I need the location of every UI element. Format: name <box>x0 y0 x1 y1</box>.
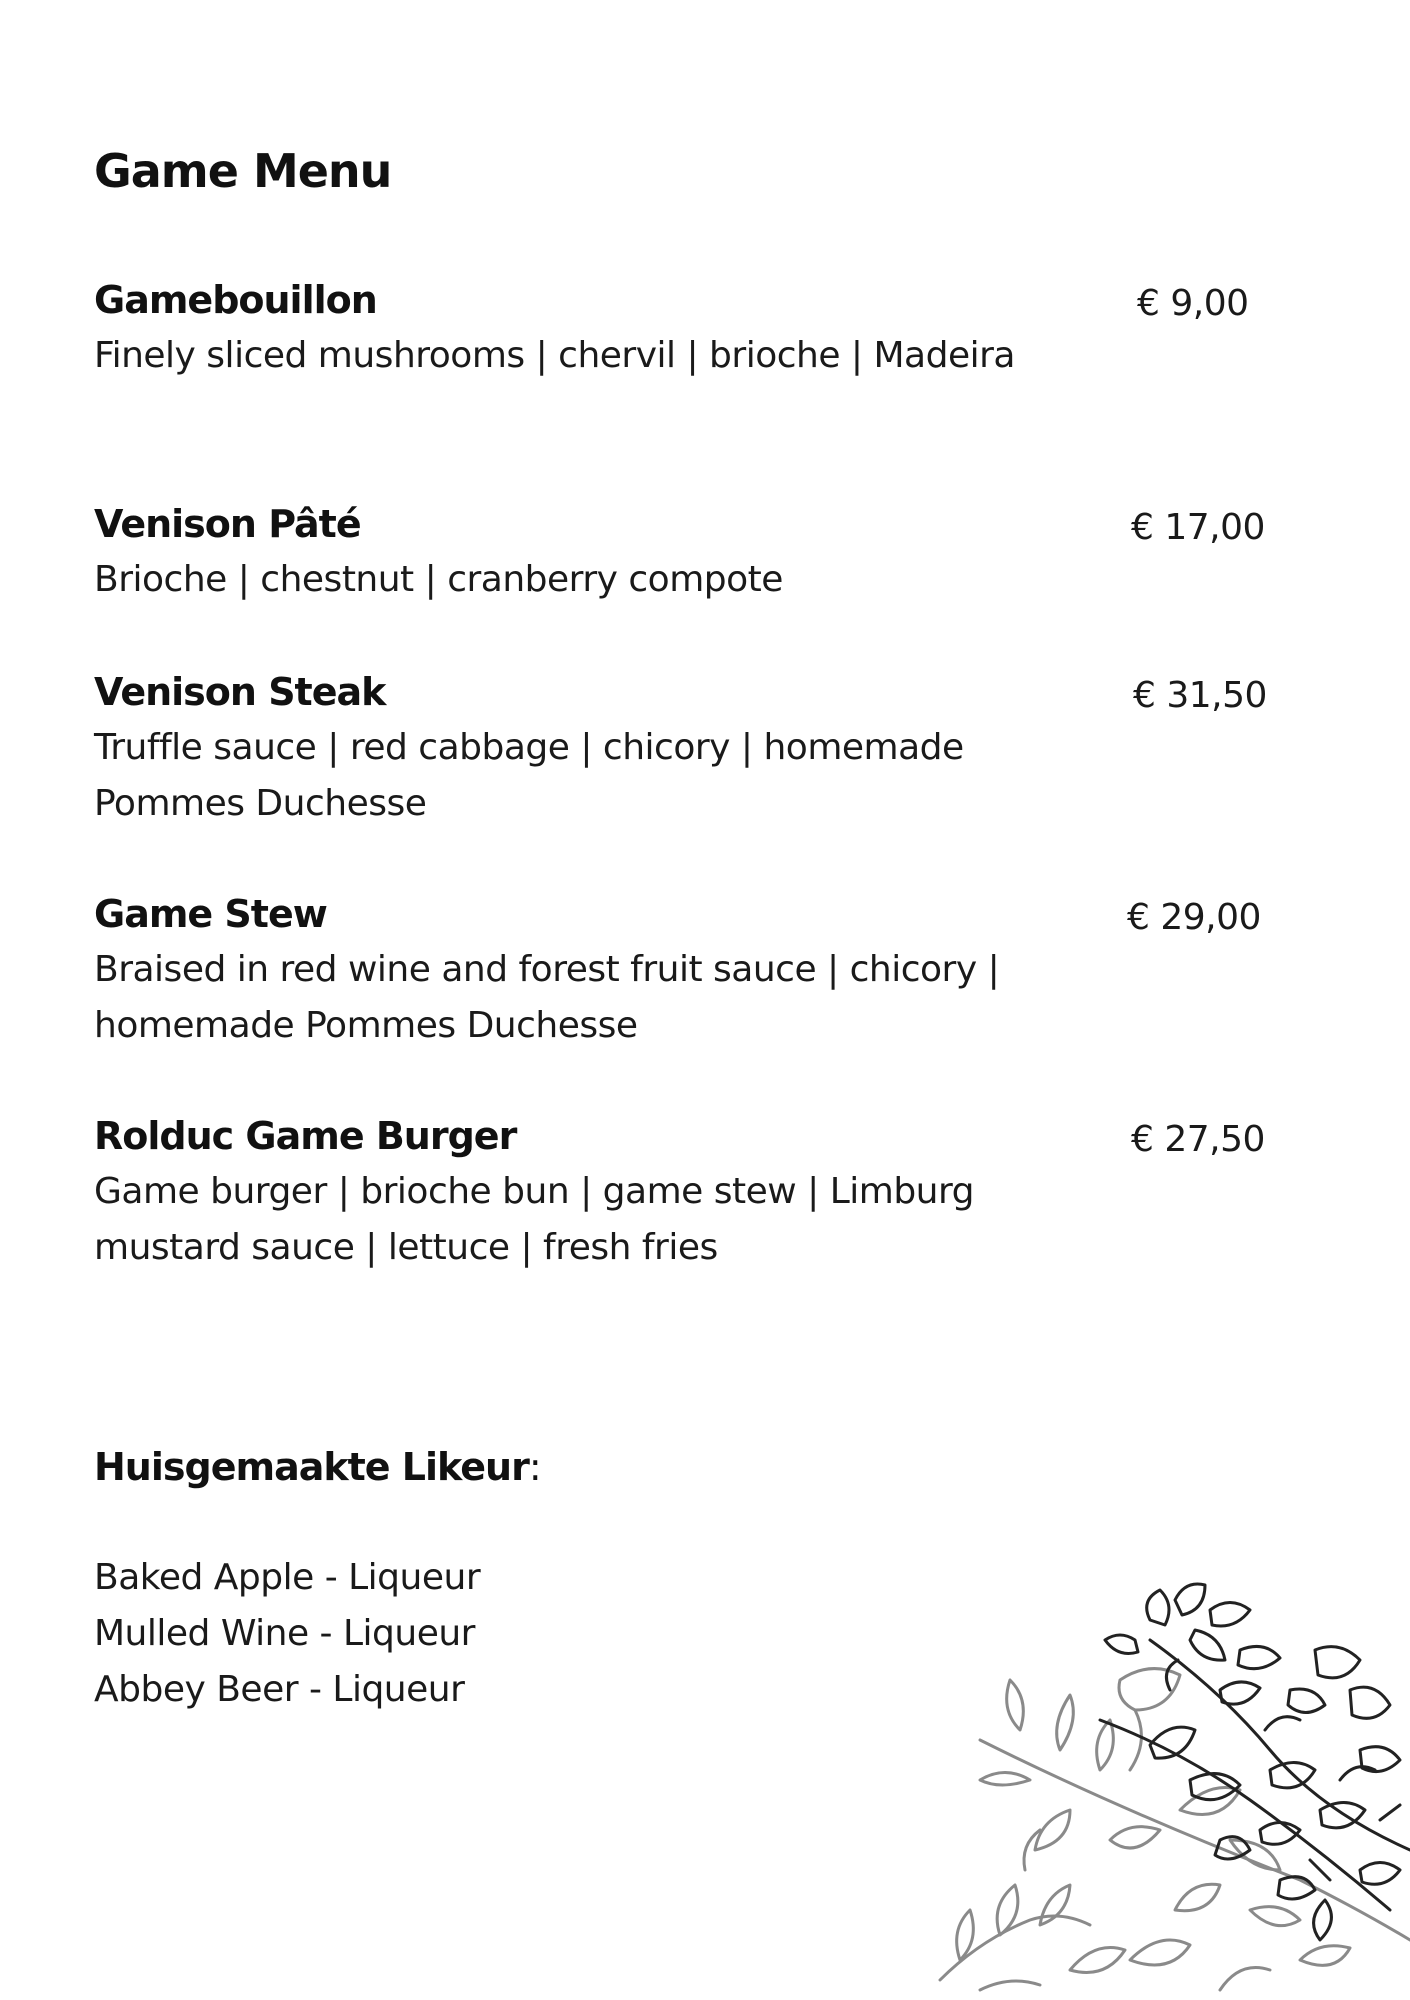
page-title: Game Menu <box>94 144 392 198</box>
item-name: Venison Steak <box>94 670 386 714</box>
item-price: € 29,00 <box>1127 897 1261 938</box>
menu-item-venison-pate <box>94 496 1344 608</box>
item-description: Game burger | brioche bun | game stew | Limburg mustard sauce | lettuce | fresh fries <box>94 1171 975 1268</box>
item-description: Brioche | chestnut | cranberry compote <box>94 559 783 600</box>
item-name: Gamebouillon <box>94 278 377 322</box>
liqueur-list <box>94 1550 480 1718</box>
menu-item-game-stew <box>94 886 1344 1054</box>
item-name: Venison Pâté <box>94 502 361 546</box>
floral-branch-icon <box>920 1580 1410 2000</box>
liqueur-heading-text: Huisgemaakte Likeur <box>94 1445 529 1489</box>
item-price: € 27,50 <box>1131 1119 1265 1160</box>
liqueur-item: Baked Apple - Liqueur <box>94 1557 481 1598</box>
item-description: Braised in red wine and forest fruit sauce | chicory | homemade Pommes Duchesse <box>94 949 1000 1046</box>
liqueur-item: Mulled Wine - Liqueur <box>94 1613 475 1654</box>
item-price: € 9,00 <box>1137 283 1249 324</box>
item-price: € 17,00 <box>1131 507 1265 548</box>
item-description: Truffle sauce | red cabbage | chicory | homemade Pommes Duchesse <box>94 727 964 824</box>
item-price: € 31,50 <box>1133 675 1267 716</box>
item-name: Game Stew <box>94 892 327 936</box>
liqueur-heading-colon: : <box>528 1445 541 1489</box>
liqueur-heading <box>94 1445 541 1489</box>
menu-item-rolduc-game-burger <box>94 1108 1344 1276</box>
item-name: Rolduc Game Burger <box>94 1114 517 1158</box>
menu-item-venison-steak <box>94 664 1344 832</box>
liqueur-item: Abbey Beer - Liqueur <box>94 1669 465 1710</box>
menu-item-gamebouillon <box>94 272 1344 384</box>
item-description: Finely sliced mushrooms | chervil | brioche | Madeira <box>94 335 1015 376</box>
